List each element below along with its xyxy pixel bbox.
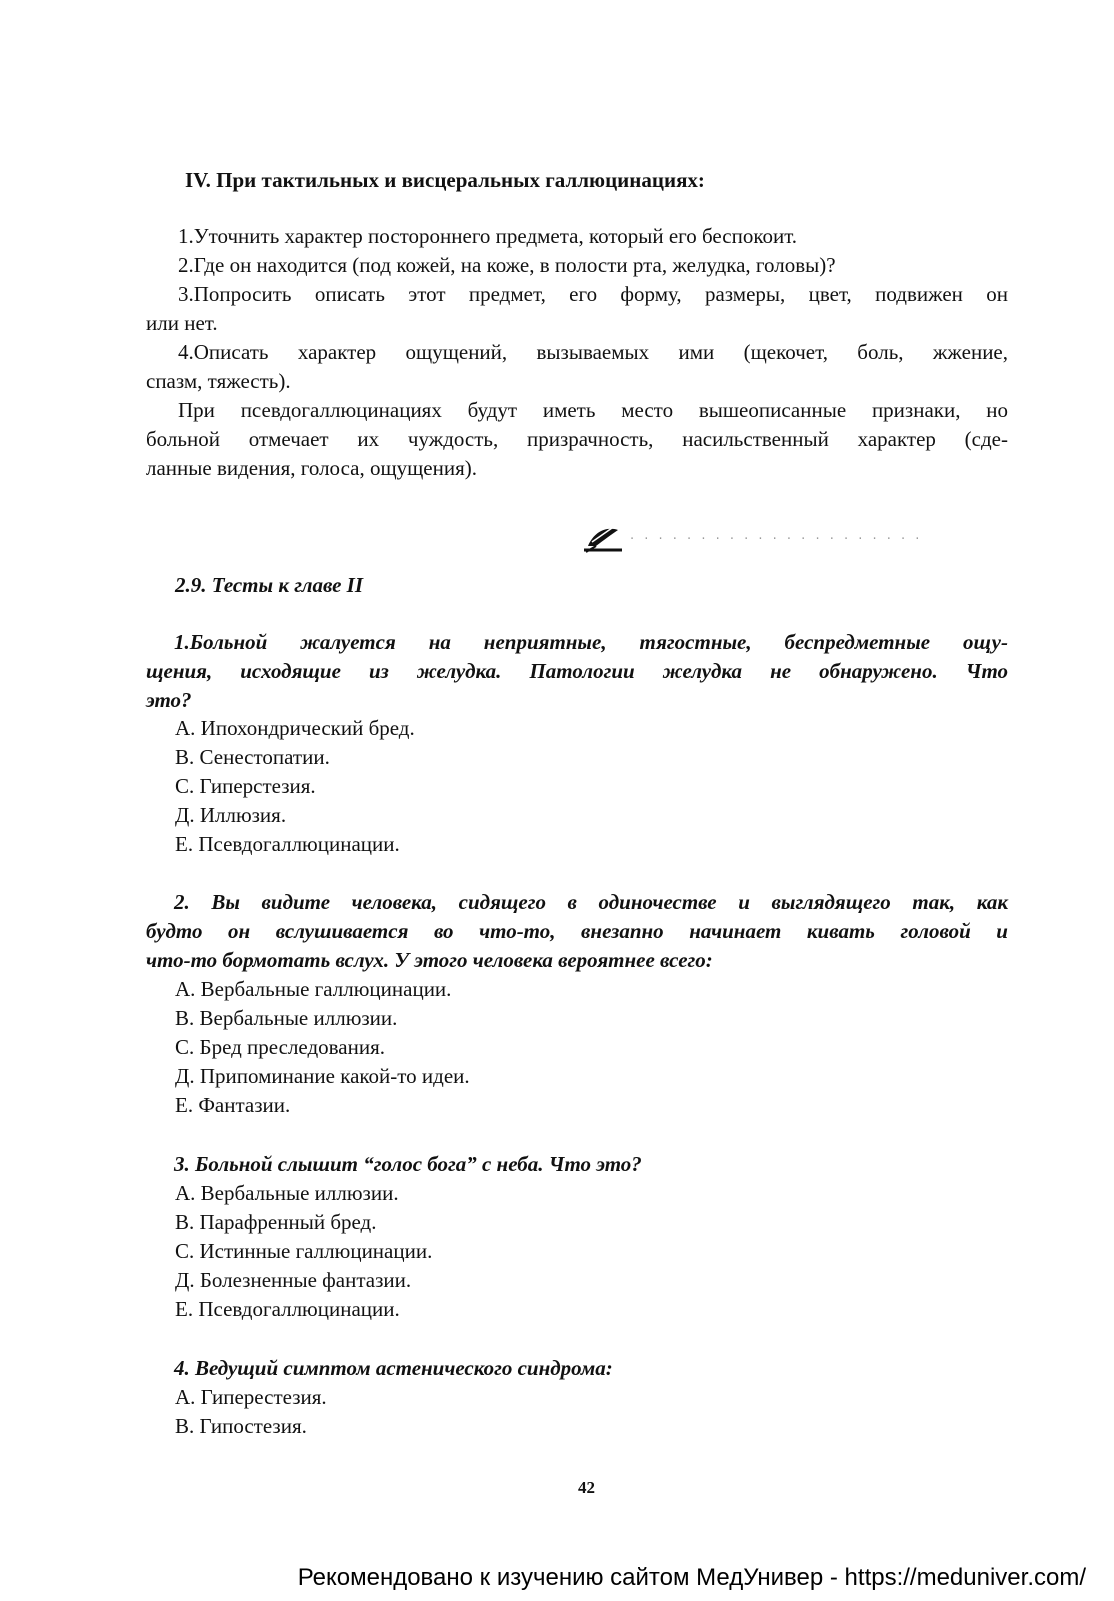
q1-option-c: С. Гиперстезия. — [175, 774, 316, 798]
section-iv-item-4-line-1: 4.Описать характер ощущений, вызываемых ими (щекочет, боль, жжение, — [178, 340, 1008, 364]
pseudohallucination-paragraph — [146, 396, 1008, 483]
q3-option-d: Д. Болезненные фантазии. — [175, 1268, 412, 1292]
section-iv-item-3-line-1: 3.Попросить описать этот предмет, его форму, размеры, цвет, подвижен он — [178, 282, 1008, 306]
section-iv-item-2: 2.Где он находится (под кожей, на коже, в полости рта, желудка, головы)? — [178, 253, 836, 277]
separator-dots: · · · · · · · · · · · · · · · · · · · · · — [630, 532, 923, 547]
section-iv-item-4-line-2: спазм, тяжесть). — [146, 369, 291, 393]
writing-hand-icon — [582, 524, 626, 554]
q2-option-b: В. Вербальные иллюзии. — [175, 1006, 398, 1030]
q4-option-a: А. Гиперестезия. — [175, 1385, 327, 1409]
q3-option-a: А. Вербальные иллюзии. — [175, 1181, 399, 1205]
q3-option-c: С. Истинные галлюцинации. — [175, 1239, 433, 1263]
question-1-line-1: 1.Больной жалуется на неприятные, тягостные, беспредметные ощу- — [174, 630, 1008, 654]
q1-option-e: Е. Псевдогаллюцинации. — [175, 832, 400, 856]
question-1-line-2: щения, исходящие из желудка. Патологии желудка не обнаружено. Что — [146, 659, 1008, 683]
section-iv-item-4 — [146, 338, 1008, 396]
q1-option-a: А. Ипохондрический бред. — [175, 716, 415, 740]
question-2-line-2: будто он вслушивается во что-то, внезапно начинает кивать головой и — [146, 919, 1008, 943]
q2-option-a: А. Вербальные галлюцинации. — [175, 977, 452, 1001]
q3-option-e: Е. Псевдогаллюцинации. — [175, 1297, 400, 1321]
footer-recommendation: Рекомендовано к изучению сайтом МедУнивер - https://meduniver.com/ — [297, 1564, 1086, 1591]
tests-heading: 2.9. Тесты к главе II — [175, 573, 364, 597]
q2-option-c: С. Бред преследования. — [175, 1035, 385, 1059]
section-iv-heading: IV. При тактильных и висцеральных галлюцинациях: — [185, 168, 705, 192]
q2-option-e: Е. Фантазии. — [175, 1093, 291, 1117]
question-2-line-3: что-то бормотать вслух. У этого человека вероятнее всего: — [146, 948, 713, 972]
question-3: 3. Больной слышит “голос бога” с неба. Что это? — [174, 1152, 642, 1176]
question-1-line-3: это? — [146, 688, 192, 712]
q4-option-b: В. Гипостезия. — [175, 1414, 307, 1438]
pseudo-line-2: больной отмечает их чуждость, призрачность, насильственный характер (сде- — [146, 427, 1008, 451]
q3-option-b: В. Парафренный бред. — [175, 1210, 377, 1234]
page-number: 42 — [578, 1478, 595, 1497]
section-iv-item-3 — [146, 280, 1008, 338]
section-iv-item-3-line-2: или нет. — [146, 311, 218, 335]
question-2 — [146, 888, 1008, 975]
q1-option-d: Д. Иллюзия. — [175, 803, 287, 827]
pseudo-line-1: При псевдогаллюцинациях будут иметь место вышеописанные признаки, но — [178, 398, 1008, 422]
q1-option-b: В. Сенестопатии. — [175, 745, 330, 769]
question-4: 4. Ведущий симптом астенического синдрома: — [174, 1356, 613, 1380]
pseudo-line-3: ланные видения, голоса, ощущения). — [146, 456, 478, 480]
question-1 — [146, 628, 1008, 715]
q2-option-d: Д. Припоминание какой-то идеи. — [175, 1064, 470, 1088]
section-iv-item-1: 1.Уточнить характер постороннего предмета, который его беспокоит. — [178, 224, 798, 248]
question-2-line-1: 2. Вы видите человека, сидящего в одиночестве и выглядящего так, как — [174, 890, 1008, 914]
